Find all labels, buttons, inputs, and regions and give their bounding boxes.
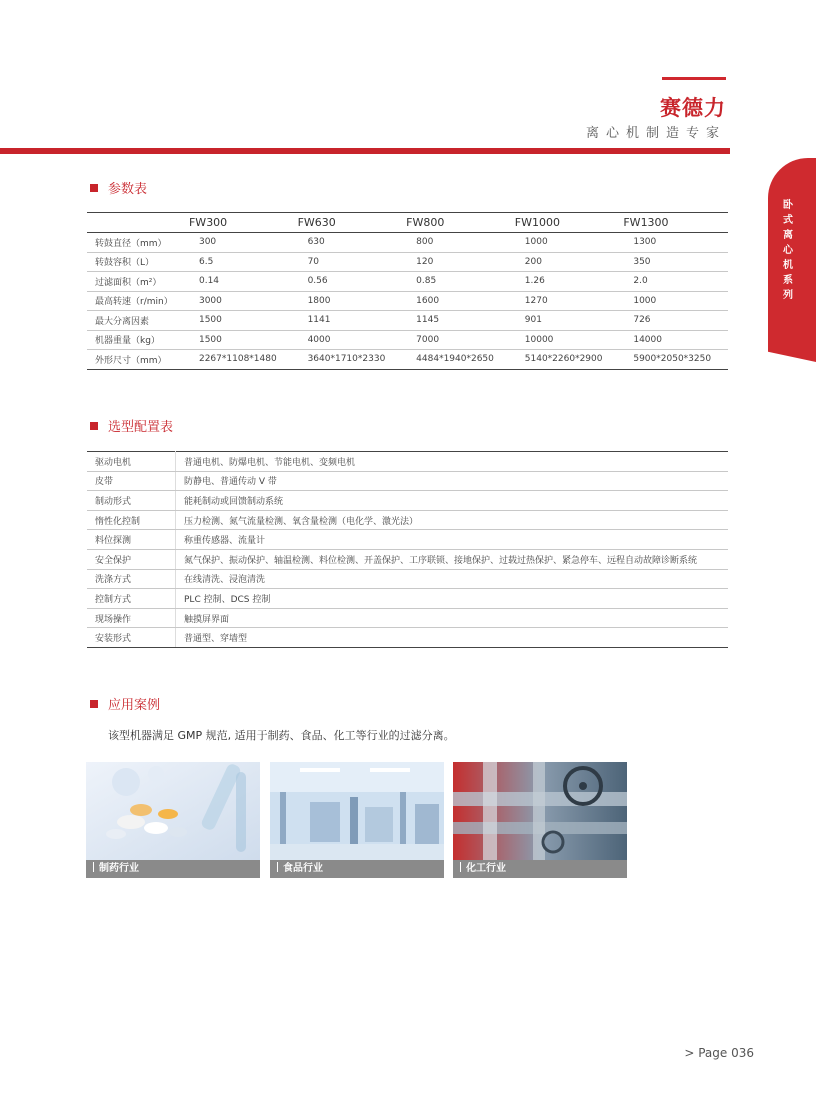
param-label: 机器重量（kg）	[87, 330, 185, 350]
table-row	[87, 530, 728, 550]
table-row	[87, 608, 728, 628]
param-value: 6.5	[185, 252, 294, 272]
config-label: 控制方式	[87, 589, 176, 609]
param-label: 转鼓直径（mm）	[87, 233, 185, 253]
page-number: > Page 036	[684, 1046, 754, 1060]
table-row	[87, 510, 728, 530]
case-card-pharma	[86, 762, 260, 878]
params-section-title: 参数表	[90, 178, 147, 197]
config-table	[87, 451, 728, 648]
config-label: 皮带	[87, 471, 176, 491]
param-table	[87, 212, 728, 370]
param-value: 350	[619, 252, 728, 272]
param-value: 1141	[294, 311, 403, 331]
table-row	[87, 569, 728, 589]
param-value: 5900*2050*3250	[619, 350, 728, 370]
param-value: 5140*2260*2900	[511, 350, 620, 370]
case-caption: 制药行业	[86, 860, 260, 878]
config-value: 氮气保护、振动保护、轴温检测、料位检测、开盖保护、工序联锁、接地保护、过载过热保护、紧急停车、远程自动故障诊断系统	[176, 549, 729, 569]
param-value: 0.14	[185, 272, 294, 292]
model-header: FW300	[185, 213, 294, 233]
param-value: 120	[402, 252, 511, 272]
table-row	[87, 628, 728, 648]
table-row	[87, 330, 728, 350]
param-value: 0.85	[402, 272, 511, 292]
param-value: 0.56	[294, 272, 403, 292]
param-value: 1500	[185, 311, 294, 331]
square-bullet-icon	[90, 422, 98, 430]
config-value: 普通型、穿墙型	[176, 628, 729, 648]
caption-bar-icon	[277, 862, 278, 872]
config-label: 驱动电机	[87, 452, 176, 472]
param-value: 1270	[511, 291, 620, 311]
case-caption: 食品行业	[270, 860, 444, 878]
case-card-chemical	[453, 762, 627, 878]
param-value: 300	[185, 233, 294, 253]
table-row	[87, 549, 728, 569]
table-row	[87, 589, 728, 609]
config-label: 安全保护	[87, 549, 176, 569]
param-value: 1000	[511, 233, 620, 253]
config-label: 洗涤方式	[87, 569, 176, 589]
config-value: 压力检测、氮气流量检测、氧含量检测（电化学、激光法）	[176, 510, 729, 530]
table-row	[87, 452, 728, 472]
param-value: 1300	[619, 233, 728, 253]
header-bar	[0, 148, 730, 154]
square-bullet-icon	[90, 700, 98, 708]
caption-bar-icon	[460, 862, 461, 872]
table-row	[87, 291, 728, 311]
case-caption: 化工行业	[453, 860, 627, 878]
config-section-title: 选型配置表	[90, 416, 173, 435]
config-value: 在线清洗、浸泡清洗	[176, 569, 729, 589]
param-value: 1145	[402, 311, 511, 331]
config-label: 制动形式	[87, 491, 176, 511]
chemical-image	[453, 762, 627, 860]
param-value: 4000	[294, 330, 403, 350]
caption-bar-icon	[93, 862, 94, 872]
config-value: 普通电机、防爆电机、节能电机、变频电机	[176, 452, 729, 472]
food-image	[270, 762, 444, 860]
config-label: 安装形式	[87, 628, 176, 648]
square-bullet-icon	[90, 184, 98, 192]
side-tab-label: 卧式离心机系列	[783, 200, 793, 301]
param-value: 10000	[511, 330, 620, 350]
pharma-image	[86, 762, 260, 860]
param-value: 1500	[185, 330, 294, 350]
param-header-empty	[87, 213, 185, 233]
param-value: 2267*1108*1480	[185, 350, 294, 370]
param-header-row	[87, 213, 728, 233]
table-row	[87, 233, 728, 253]
model-header: FW800	[402, 213, 511, 233]
param-value: 70	[294, 252, 403, 272]
model-header: FW630	[294, 213, 403, 233]
application-section-title: 应用案例	[90, 694, 160, 713]
config-label: 惰性化控制	[87, 510, 176, 530]
param-value: 1600	[402, 291, 511, 311]
case-card-food	[270, 762, 444, 878]
param-label: 外形尺寸（mm）	[87, 350, 185, 370]
param-label: 最大分离因素	[87, 311, 185, 331]
param-value: 2.0	[619, 272, 728, 292]
param-value: 800	[402, 233, 511, 253]
config-value: 称重传感器、流量计	[176, 530, 729, 550]
param-label: 转鼓容积（L）	[87, 252, 185, 272]
param-value: 630	[294, 233, 403, 253]
brand-name: 赛德力	[660, 96, 726, 120]
param-value: 1.26	[511, 272, 620, 292]
param-value: 1800	[294, 291, 403, 311]
param-value: 3000	[185, 291, 294, 311]
model-header: FW1000	[511, 213, 620, 233]
config-label: 现场操作	[87, 608, 176, 628]
param-value: 200	[511, 252, 620, 272]
param-value: 7000	[402, 330, 511, 350]
param-value: 1000	[619, 291, 728, 311]
config-label: 料位探测	[87, 530, 176, 550]
table-row	[87, 471, 728, 491]
param-label: 最高转速（r/min）	[87, 291, 185, 311]
config-value: PLC 控制、DCS 控制	[176, 589, 729, 609]
param-value: 3640*1710*2330	[294, 350, 403, 370]
config-value: 能耗制动或回馈制动系统	[176, 491, 729, 511]
brand-slogan: 离心机制造专家	[585, 126, 726, 141]
table-row	[87, 350, 728, 370]
model-header: FW1300	[619, 213, 728, 233]
param-value: 4484*1940*2650	[402, 350, 511, 370]
table-row	[87, 272, 728, 292]
param-value: 901	[511, 311, 620, 331]
config-value: 触摸屏界面	[176, 608, 729, 628]
application-description: 该型机器满足 GMP 规范, 适用于制药、食品、化工等行业的过滤分离。	[108, 729, 455, 742]
table-row	[87, 311, 728, 331]
param-value: 726	[619, 311, 728, 331]
table-row	[87, 491, 728, 511]
param-value: 14000	[619, 330, 728, 350]
config-value: 防静电、普通传动 V 带	[176, 471, 729, 491]
table-row	[87, 252, 728, 272]
param-label: 过滤面积（m²）	[87, 272, 185, 292]
brand-rule	[662, 77, 726, 80]
